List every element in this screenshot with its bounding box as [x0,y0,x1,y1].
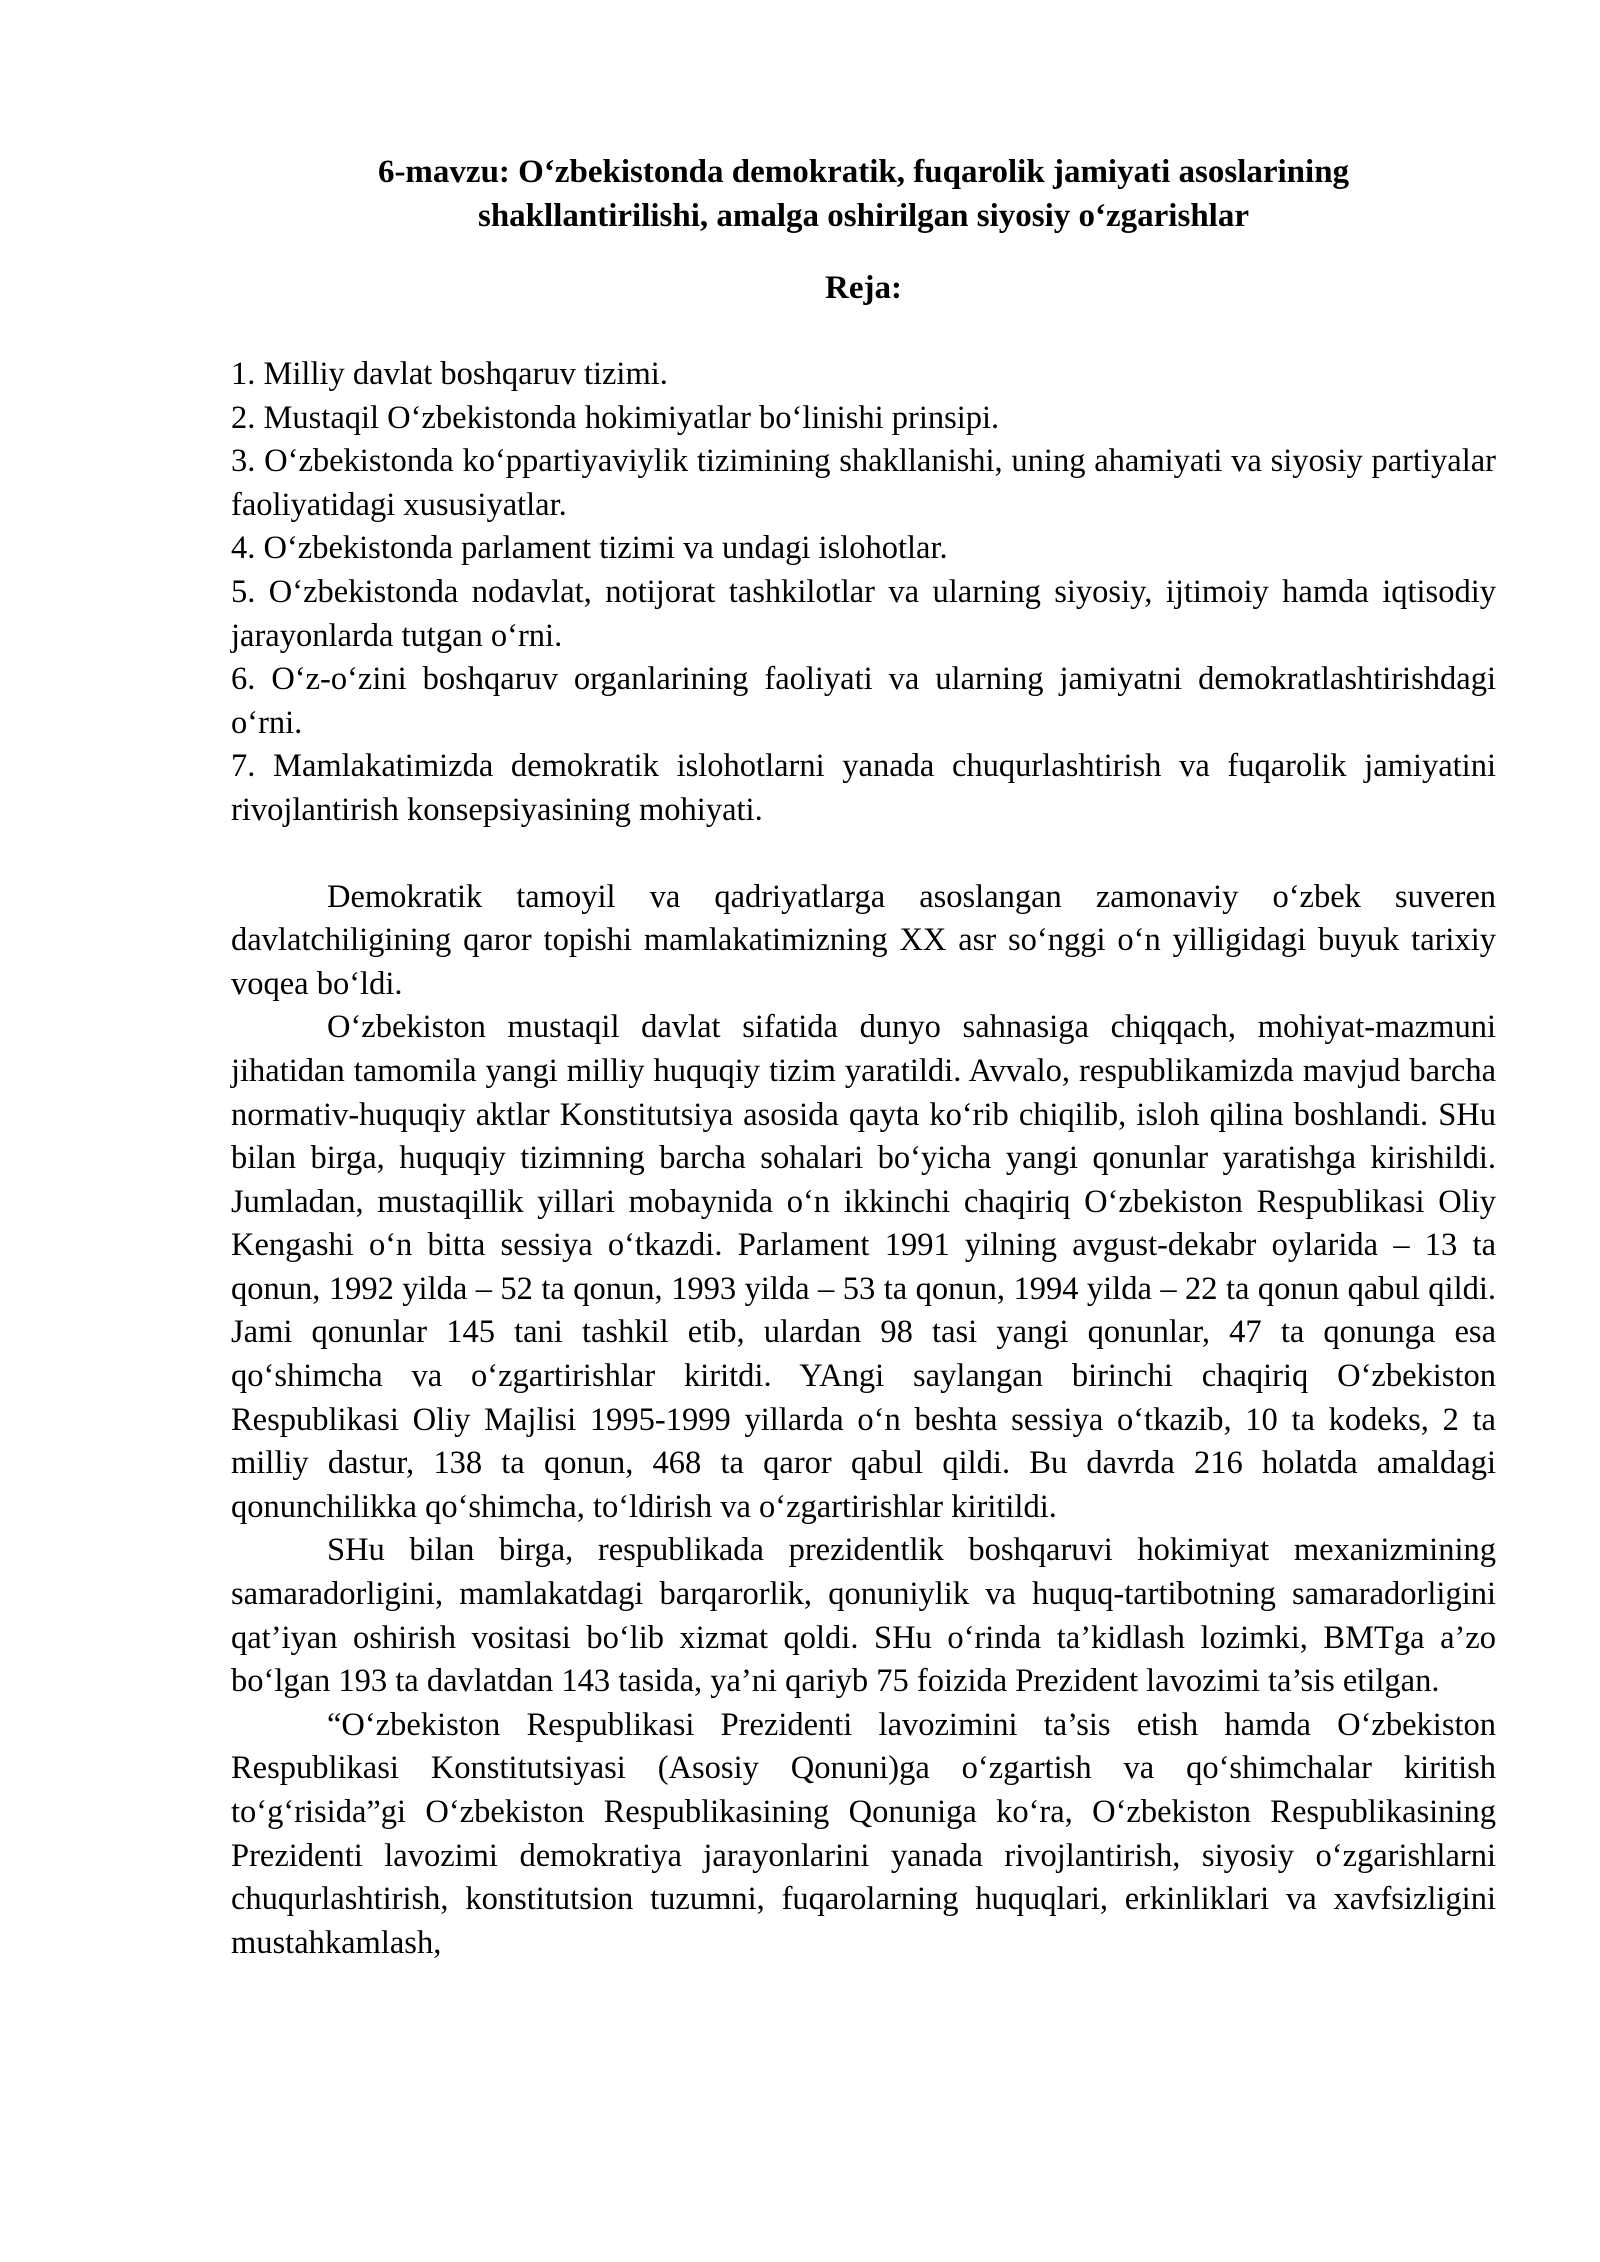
plan-item: 3. O‘zbekistonda ko‘ppartiyaviylik tizimining shakllanishi, uning ahamiyati va siyosiy partiyalar faoliyatidagi xususiyatlar. [231,443,1496,523]
plan-item: 2. Mustaqil O‘zbekistonda hokimiyatlar bo‘linishi prinsipi. [231,399,1000,436]
document-page [231,150,1496,1965]
plan-item: 7. Mamlakatimizda demokratik islohotlarni yanada chuqurlashtirish va fuqarolik jamiyatini rivojlantirish konsepsiyasining mohiyati. [231,748,1496,828]
document-title [231,150,1496,238]
plan-item: 1. Milliy davlat boshqaruv tizimi. [231,356,668,392]
document-title-line-2: shakllantirilishi, amalga oshirilgan siyosiy o‘zgarishlar [477,198,1249,234]
plan-item: 5. O‘zbekistonda nodavlat, notijorat tashkilotlar va ularning siyosiy, ijtimoiy hamda iqtisodiy jarayonlarda tutgan o‘rni. [231,573,1496,654]
body-paragraph: O‘zbekiston mustaqil davlat sifatida dunyo sahnasiga chiqqach, mohiyat-mazmuni jihatidan tamomila yangi milliy huquqiy tizim yaratildi. Avvalo, respublikamizda mavjud barcha normativ-huquqiy aktlar Konstitutsiya asosida qayta ko‘rib chiqilib, isloh qilina boshlandi. SHu bilan birga, huquqiy tizimning barcha sohalari bo‘yicha yangi qonunlar yaratishga kirishildi. Jumladan, mustaqillik yillari mobaynida o‘n ikkinchi chaqiriq O‘zbekiston Respublikasi Oliy Kengashi o‘n bitta sessiya o‘tkazdi. Parlament 1991 yilning avgust-dekabr oylarida – 13 ta qonun, 1992 yilda – 52 ta qonun, 1993 yilda – 53 ta qonun, 1994 yilda – 22 ta qonun qabul qildi. Jami qonunlar 145 tani tashkil etib, ulardan 98 tasi yangi qonunlar, 47 ta qonunga esa qo‘shimcha va o‘zgartirishlar kiritdi. YAngi saylangan birinchi chaqiriq O‘zbekiston Respublikasi Oliy Majlisi 1995-1999 yillarda o‘n beshta sessiya o‘tkazib, 10 ta kodeks, 2 ta milliy dastur, 138 ta qonun, 468 ta qaror qabul qildi. Bu davrda 216 holatda amaldagi qonunchilikka qo‘shimcha, to‘ldirish va o‘zgartirishlar kiritildi. [231,1009,1496,1525]
plan-item: 6. O‘z-o‘zini boshqaruv organlarining faoliyati va ularning jamiyatni demokratlashtirishdagi o‘rni. [231,661,1496,741]
body-paragraph: “O‘zbekiston Respublikasi Prezidenti lavozimini ta’sis etish hamda O‘zbekiston Respublikasi Konstitutsiyasi (Asosiy Qonuni)ga o‘zgartish va qo‘shimchalar kiritish to‘g‘risida”gi O‘zbekiston Respublikasining Qonuniga ko‘ra, O‘zbekiston Respublikasining Prezidenti lavozimi demokratiya jarayonlarini yanada rivojlantirish, siyosiy o‘zgarishlarni chuqurlashtirish, konstitutsion tuzumni, fuqarolarning huquqlari, erkinliklari va xavfsizligini mustahkamlash, [231,1706,1496,1961]
body-paragraph: SHu bilan birga, respublikada prezidentlik boshqaruvi hokimiyat mexanizmining samaradorligini, mamlakatdagi barqarorlik, qonuniylik va huquq-tartibotning samaradorligini qat’iyan oshirish vositasi bo‘lib xizmat qoldi. SHu o‘rinda ta’kidlash lozimki, BMTga a’zo bo‘lgan 193 ta davlatdan 143 tasida, ya’ni qariyb 75 foizida Prezident lavozimi ta’sis etilgan. [231,1532,1496,1700]
body-text [231,876,1496,1966]
plan-item: 4. O‘zbekistonda parlament tizimi va undagi islohotlar. [231,530,948,567]
plan-list [231,353,1496,833]
plan-heading: Reja: [825,270,902,306]
body-paragraph: Demokratik tamoyil va qadriyatlarga asoslangan zamonaviy o‘zbek suveren davlatchiligining qaror topishi mamlakatimizning XX asr so‘nggi o‘n yilligidagi buyuk tarixiy voqea bo‘ldi. [231,878,1496,1002]
document-title-line-1: 6-mavzu: O‘zbekistonda demokratik, fuqarolik jamiyati asoslarining [377,154,1350,190]
